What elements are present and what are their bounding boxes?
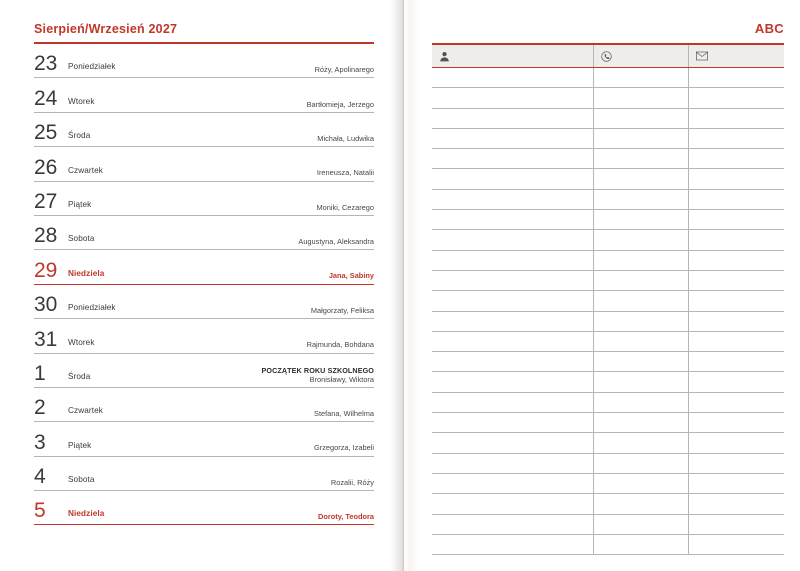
day-namedays: Michała, Ludwika bbox=[317, 133, 374, 143]
table-row[interactable] bbox=[432, 109, 784, 129]
day-info bbox=[311, 306, 374, 315]
cell-phone[interactable] bbox=[594, 109, 689, 128]
cell-email[interactable] bbox=[689, 109, 784, 128]
table-row[interactable] bbox=[432, 230, 784, 250]
cell-name[interactable] bbox=[432, 454, 594, 473]
column-header-email bbox=[689, 45, 784, 67]
cell-email[interactable] bbox=[689, 312, 784, 331]
day-number: 26 bbox=[34, 155, 58, 179]
cell-email[interactable] bbox=[689, 352, 784, 371]
cell-name[interactable] bbox=[432, 88, 594, 107]
table-row[interactable] bbox=[432, 291, 784, 311]
day-info bbox=[329, 271, 374, 280]
day-namedays: Moniki, Cezarego bbox=[316, 202, 374, 212]
table-row[interactable] bbox=[432, 129, 784, 149]
cell-phone[interactable] bbox=[594, 393, 689, 412]
cell-name[interactable] bbox=[432, 129, 594, 148]
cell-phone[interactable] bbox=[594, 474, 689, 493]
cell-name[interactable] bbox=[432, 372, 594, 391]
day-number: 4 bbox=[34, 465, 46, 489]
day-weekday: Wtorek bbox=[68, 337, 95, 347]
cell-name[interactable] bbox=[432, 109, 594, 128]
cell-phone[interactable] bbox=[594, 494, 689, 513]
day-info bbox=[317, 134, 374, 143]
cell-phone[interactable] bbox=[594, 230, 689, 249]
cell-phone[interactable] bbox=[594, 88, 689, 107]
day-namedays: Ireneusza, Natalii bbox=[316, 168, 374, 178]
table-row[interactable] bbox=[432, 68, 784, 88]
table-row[interactable] bbox=[432, 372, 784, 392]
spine-fold-line bbox=[403, 0, 404, 571]
day-namedays: Jana, Sabiny bbox=[328, 271, 374, 281]
day-row[interactable] bbox=[34, 491, 374, 525]
cell-phone[interactable] bbox=[594, 433, 689, 452]
table-row[interactable] bbox=[432, 210, 784, 230]
contacts-header-row bbox=[432, 45, 784, 68]
cell-email[interactable] bbox=[689, 169, 784, 188]
cell-phone[interactable] bbox=[594, 515, 689, 534]
left-page-calendar bbox=[0, 0, 392, 571]
page-title: Sierpień/Wrzesień 2027 bbox=[34, 22, 178, 36]
day-namedays: Bronisławy, Wiktora bbox=[309, 374, 374, 384]
cell-phone[interactable] bbox=[594, 352, 689, 371]
day-row[interactable] bbox=[34, 388, 374, 422]
table-row[interactable] bbox=[432, 352, 784, 372]
day-weekday: Czwartek bbox=[68, 165, 103, 175]
cell-phone[interactable] bbox=[594, 68, 689, 87]
cell-email[interactable] bbox=[689, 190, 784, 209]
cell-email[interactable] bbox=[689, 230, 784, 249]
cell-name[interactable] bbox=[432, 494, 594, 513]
day-number: 27 bbox=[34, 189, 58, 213]
day-weekday: Środa bbox=[68, 371, 91, 381]
table-row[interactable] bbox=[432, 494, 784, 514]
cell-email[interactable] bbox=[689, 291, 784, 310]
day-namedays: Rajmunda, Bohdana bbox=[306, 340, 374, 350]
cell-email[interactable] bbox=[689, 494, 784, 513]
cell-email[interactable] bbox=[689, 210, 784, 229]
day-row[interactable] bbox=[34, 319, 374, 353]
day-weekday: Piątek bbox=[68, 440, 92, 450]
day-row[interactable] bbox=[34, 44, 374, 78]
cell-email[interactable] bbox=[689, 413, 784, 432]
table-row[interactable] bbox=[432, 515, 784, 535]
cell-name[interactable] bbox=[432, 332, 594, 351]
cell-phone[interactable] bbox=[594, 251, 689, 270]
day-info bbox=[316, 203, 374, 212]
cell-name[interactable] bbox=[432, 515, 594, 534]
cell-name[interactable] bbox=[432, 230, 594, 249]
cell-name[interactable] bbox=[432, 210, 594, 229]
cell-name[interactable] bbox=[432, 393, 594, 412]
person-icon bbox=[439, 51, 450, 62]
day-namedays: Augustyna, Aleksandra bbox=[298, 237, 374, 247]
contacts-grid[interactable] bbox=[432, 68, 784, 555]
cell-name[interactable] bbox=[432, 169, 594, 188]
cell-email[interactable] bbox=[689, 68, 784, 87]
cell-email[interactable] bbox=[689, 474, 784, 493]
phone-icon bbox=[601, 51, 612, 62]
day-namedays: Róży, Apolinarego bbox=[314, 65, 374, 75]
day-weekday: Piątek bbox=[68, 199, 92, 209]
table-row[interactable] bbox=[432, 413, 784, 433]
day-number: 23 bbox=[34, 52, 58, 76]
cell-email[interactable] bbox=[689, 251, 784, 270]
day-row[interactable] bbox=[34, 422, 374, 456]
day-weekday: Sobota bbox=[68, 234, 95, 244]
cell-phone[interactable] bbox=[594, 332, 689, 351]
cell-email[interactable] bbox=[689, 332, 784, 351]
cell-phone[interactable] bbox=[594, 169, 689, 188]
day-number: 3 bbox=[34, 430, 46, 454]
day-number: 1 bbox=[34, 361, 46, 385]
table-row[interactable] bbox=[432, 251, 784, 271]
right-page-contacts bbox=[418, 0, 800, 571]
cell-email[interactable] bbox=[689, 433, 784, 452]
day-weekday: Niedziela bbox=[68, 509, 105, 519]
table-row[interactable] bbox=[432, 332, 784, 352]
table-row[interactable] bbox=[432, 474, 784, 494]
cell-email[interactable] bbox=[689, 271, 784, 290]
day-info bbox=[307, 340, 374, 349]
cell-email[interactable] bbox=[689, 372, 784, 391]
cell-email[interactable] bbox=[689, 149, 784, 168]
day-namedays: Doroty, Teodora bbox=[318, 512, 374, 522]
cell-phone[interactable] bbox=[594, 372, 689, 391]
cell-name[interactable] bbox=[432, 474, 594, 493]
day-number: 30 bbox=[34, 293, 58, 317]
cell-email[interactable] bbox=[689, 454, 784, 473]
cell-name[interactable] bbox=[432, 352, 594, 371]
table-row[interactable] bbox=[432, 149, 784, 169]
cell-name[interactable] bbox=[432, 312, 594, 331]
day-info bbox=[314, 409, 374, 418]
day-row[interactable] bbox=[34, 113, 374, 147]
cell-name[interactable] bbox=[432, 251, 594, 270]
table-row[interactable] bbox=[432, 169, 784, 189]
table-row[interactable] bbox=[432, 535, 784, 555]
column-header-phone bbox=[594, 45, 689, 67]
cell-name[interactable] bbox=[432, 413, 594, 432]
day-namedays: Stefana, Wilhelma bbox=[314, 409, 374, 419]
day-info bbox=[317, 168, 374, 177]
cell-phone[interactable] bbox=[594, 291, 689, 310]
day-number: 28 bbox=[34, 224, 58, 248]
day-row[interactable] bbox=[34, 216, 374, 250]
day-row[interactable] bbox=[34, 285, 374, 319]
day-info bbox=[318, 512, 374, 521]
day-row[interactable] bbox=[34, 250, 374, 284]
cell-email[interactable] bbox=[689, 129, 784, 148]
day-info bbox=[261, 366, 374, 384]
day-namedays: Bartłomieja, Jerzego bbox=[306, 99, 374, 109]
day-info bbox=[307, 100, 374, 109]
day-weekday: Niedziela bbox=[68, 268, 105, 278]
day-note: POCZĄTEK ROKU SZKOLNEGO bbox=[261, 365, 374, 375]
table-row[interactable] bbox=[432, 393, 784, 413]
day-number: 29 bbox=[34, 258, 58, 282]
cell-phone[interactable] bbox=[594, 312, 689, 331]
cell-name[interactable] bbox=[432, 271, 594, 290]
day-row[interactable] bbox=[34, 78, 374, 112]
day-list bbox=[34, 44, 374, 525]
cell-email[interactable] bbox=[689, 88, 784, 107]
cell-phone[interactable] bbox=[594, 149, 689, 168]
day-info bbox=[298, 237, 374, 246]
table-row[interactable] bbox=[432, 190, 784, 210]
cell-name[interactable] bbox=[432, 291, 594, 310]
day-row[interactable] bbox=[34, 354, 374, 388]
cell-phone[interactable] bbox=[594, 454, 689, 473]
day-row[interactable] bbox=[34, 147, 374, 181]
cell-phone[interactable] bbox=[594, 413, 689, 432]
day-number: 2 bbox=[34, 396, 46, 420]
cell-name[interactable] bbox=[432, 149, 594, 168]
table-row[interactable] bbox=[432, 271, 784, 291]
cell-phone[interactable] bbox=[594, 210, 689, 229]
day-weekday: Sobota bbox=[68, 475, 95, 485]
day-namedays: Małgorzaty, Feliksa bbox=[310, 305, 374, 315]
cell-name[interactable] bbox=[432, 190, 594, 209]
cell-name[interactable] bbox=[432, 68, 594, 87]
day-number: 31 bbox=[34, 327, 58, 351]
day-weekday: Wtorek bbox=[68, 96, 95, 106]
cell-phone[interactable] bbox=[594, 271, 689, 290]
book-spine bbox=[390, 0, 418, 571]
table-row[interactable] bbox=[432, 454, 784, 474]
contacts-title: ABC bbox=[754, 21, 784, 36]
day-row[interactable] bbox=[34, 182, 374, 216]
day-weekday: Czwartek bbox=[68, 406, 103, 416]
day-weekday: Środa bbox=[68, 131, 91, 141]
cell-phone[interactable] bbox=[594, 535, 689, 554]
envelope-icon bbox=[696, 51, 708, 61]
day-info bbox=[315, 65, 374, 74]
column-header-name bbox=[432, 45, 594, 67]
day-weekday: Poniedziałek bbox=[68, 303, 116, 313]
cell-name[interactable] bbox=[432, 535, 594, 554]
day-namedays: Grzegorza, Izabeli bbox=[314, 443, 374, 453]
day-row[interactable] bbox=[34, 457, 374, 491]
day-namedays: Rozalii, Róży bbox=[330, 477, 374, 487]
cell-email[interactable] bbox=[689, 515, 784, 534]
table-row[interactable] bbox=[432, 88, 784, 108]
day-weekday: Poniedziałek bbox=[68, 62, 116, 72]
cell-email[interactable] bbox=[689, 535, 784, 554]
cell-phone[interactable] bbox=[594, 129, 689, 148]
cell-phone[interactable] bbox=[594, 190, 689, 209]
day-info bbox=[314, 443, 374, 452]
day-info bbox=[331, 478, 374, 487]
day-number: 25 bbox=[34, 121, 58, 145]
cell-email[interactable] bbox=[689, 393, 784, 412]
cell-name[interactable] bbox=[432, 433, 594, 452]
day-number: 5 bbox=[34, 499, 46, 523]
table-row[interactable] bbox=[432, 312, 784, 332]
day-number: 24 bbox=[34, 86, 58, 110]
table-row[interactable] bbox=[432, 433, 784, 453]
